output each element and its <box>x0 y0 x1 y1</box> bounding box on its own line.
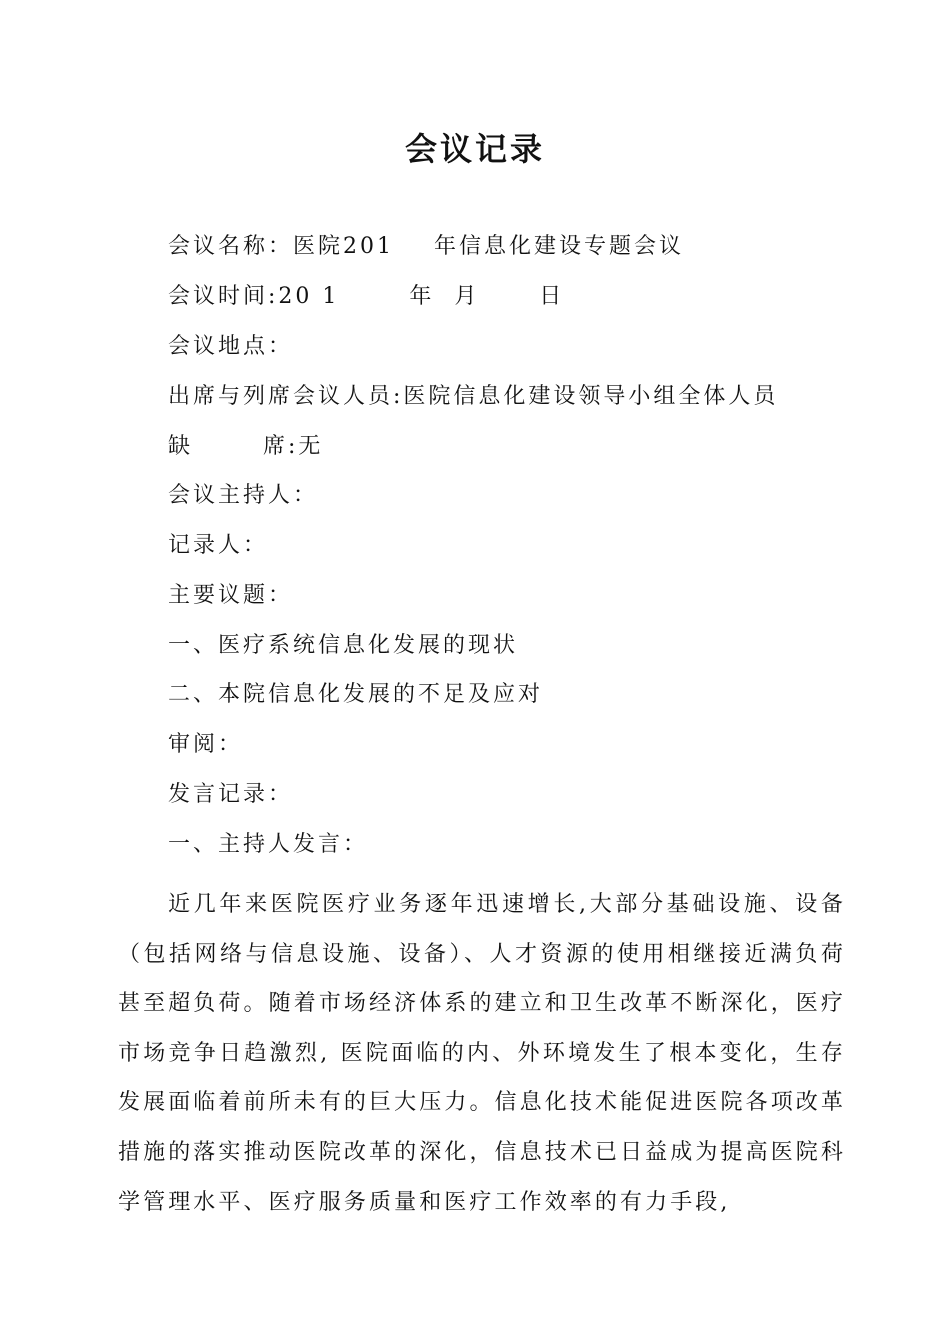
speech-record-label: 发言记录： <box>168 782 294 807</box>
main-topics-label: 主要议题： <box>168 583 294 608</box>
meeting-location: 会议地点： <box>168 334 294 359</box>
meeting-time: 会议时间:20 1 年 月 日 <box>168 284 565 309</box>
meeting-name: 会议名称：医院201 年信息化建设专题会议 <box>168 234 684 259</box>
topic-item-2: 二、本院信息化发展的不足及应对 <box>168 682 544 707</box>
document-title: 会议记录 <box>404 130 545 168</box>
meeting-host: 会议主持人： <box>168 483 319 508</box>
recorder: 记录人： <box>168 533 269 558</box>
body-paragraph: 近几年来医院医疗业务逐年迅速增长,大部分基础设施、设备（包括网络与信息设施、设备）、人才资源的使用相继接近满负荷甚至超负荷。随着市场经济体系的建立和卫生改革不断深化，医疗市场竞争日趋激烈, 医院面临的内、外环境发生了根本变化，生存发展面临着前所未有的巨大压力。信息化技术能促进医院各项改革措施的落实推动医院改革的深化，信息技术已日益成为提高医院科学管理水平、医疗服务质量和医疗工作效率的有力手段, <box>118 892 846 1215</box>
absentees: 缺 席:无 <box>168 434 324 459</box>
review-label: 审阅： <box>168 732 244 757</box>
host-speech-heading: 一、主持人发言： <box>168 832 369 857</box>
attendees: 出席与列席会议人员:医院信息化建设领导小组全体人员 <box>168 384 779 409</box>
topic-item-1: 一、医疗系统信息化发展的现状 <box>168 633 519 658</box>
